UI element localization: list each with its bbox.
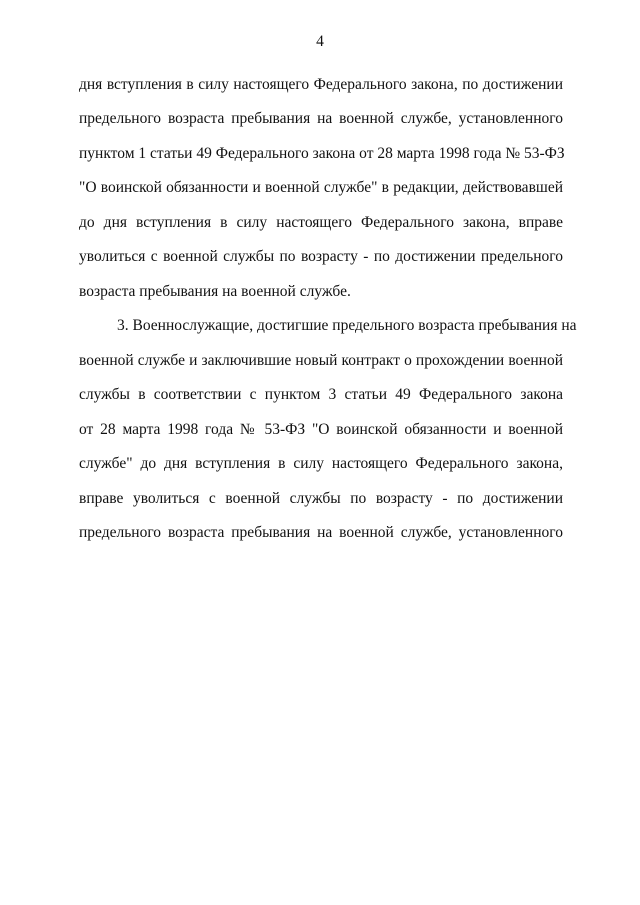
text-line: вправе уволиться с военной службы по возрасту - по достижении xyxy=(79,490,563,507)
text-line: службе" до дня вступления в силу настоящего Федерального закона, xyxy=(79,455,563,472)
text-line: возраста пребывания на военной службе. xyxy=(79,283,351,300)
text-line: военной службе и заключившие новый контракт о прохождении военной xyxy=(79,352,563,369)
text-line: предельного возраста пребывания на военной службе, установленного xyxy=(79,110,563,127)
text-line: предельного возраста пребывания на военной службе, установленного xyxy=(79,524,563,541)
text-line: службы в соответствии с пунктом 3 статьи 49 Федерального закона xyxy=(79,386,563,403)
text-line: уволиться с военной службы по возрасту - по достижении предельного xyxy=(79,248,563,265)
text-line: до дня вступления в силу настоящего Федерального закона, вправе xyxy=(79,214,563,231)
text-line: дня вступления в силу настоящего Федерального закона, по достижении xyxy=(79,76,563,93)
page-number: 4 xyxy=(316,33,324,50)
text-line: от 28 марта 1998 года № 53-ФЗ "О воинской обязанности и военной xyxy=(79,421,563,438)
paragraph-first-line: 3. Военнослужащие, достигшие предельного возраста пребывания на xyxy=(117,317,577,334)
text-line: пунктом 1 статьи 49 Федерального закона от 28 марта 1998 года № 53-ФЗ xyxy=(79,145,565,162)
text-line: "О воинской обязанности и военной службе" в редакции, действовавшей xyxy=(79,179,563,196)
